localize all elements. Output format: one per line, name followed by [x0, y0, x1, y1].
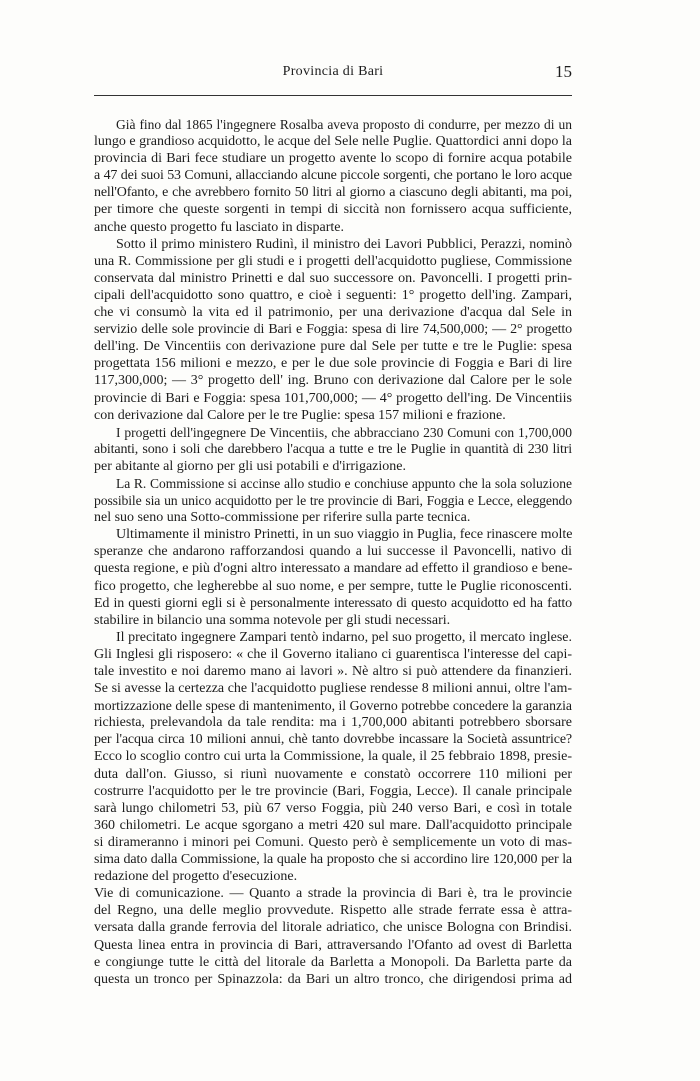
text-line: sarà lungo chilometri 53, più 67 verso Foggia, più 240 verso Bari, e così in totale [94, 800, 572, 816]
text-line: 360 chilometri. Le acque sgorgano a metri 420 sul mare. Dall'acquidotto principale [94, 817, 572, 833]
text-line: nel suo seno una Sotto-commissione per riferire sulla parte tecnica. [94, 510, 471, 526]
text-line: nell'Ofanto, e che avrebbero fornito 50 litri al giorno a ciascuno degli abitanti, ma poi, [94, 185, 572, 201]
text-line: speranze che andarono rafforzandosi quando a lui successe il Pavoncelli, nativo di [94, 544, 572, 560]
text-line: che vi consumò la vita ed il patrimonio, per una derivazione d'acqua dal Sele in [94, 305, 572, 321]
text-line: Sotto il primo ministero Rudinì, il ministro dei Lavori Pubblici, Perazzi, nominò [116, 236, 572, 252]
text-line: mortizzazione delle spese di mantenimento, il Governo potrebbe concedere la garanzia [94, 698, 572, 714]
text-line: Gli Inglesi gli risposero: « che il Governo italiano ci guarentisca l'interesse del capi- [94, 646, 572, 662]
text-line: tale investito e noi daremo mano ai lavori ». Nè altro si può attendere da finanzieri. [94, 664, 572, 679]
text-line: anche questo progetto fu lasciato in disparte. [94, 219, 344, 235]
page-number: 15 [555, 62, 572, 81]
text-line: servizio delle sole provincie di Bari e Foggia: spesa di lire 74,500,000; — 2° progetto [94, 322, 572, 338]
text-line: dell'ing. De Vincentiis con derivazione pure dal Sele per tutte e tre le Puglie: spesa [94, 339, 572, 355]
text-line: Ecco lo scoglio contro cui urta la Commissione, la quale, il 25 febbraio 1898, presie- [94, 749, 572, 765]
text-line: Ultimamente il ministro Prinetti, in un suo viaggio in Puglia, fece rinascere molte [116, 527, 572, 543]
text-line: a 47 dei suoi 53 Comuni, allacciando alcune piccole sorgenti, che portano le loro acque [94, 168, 572, 184]
text-line: Il precitato ingegnere Zampari tentò indarno, pel suo progetto, il mercato inglese. [116, 629, 572, 645]
text-line: costrurre l'acquidotto per le tre provincie (Bari, Foggia, Lecce). Il canale principale [94, 783, 572, 799]
text-line: e congiunge tutte le città del litorale da Barletta a Monopoli. Da Barletta parte da [94, 954, 572, 970]
text-line: richiesta, prelevandola da tale rendita: ma i 1,700,000 abitanti potrebbero sborsare [94, 715, 572, 731]
text-line: una R. Commissione per gli studi e i progetti dell'acquidotto pugliese, Commissione [94, 253, 572, 269]
text-line: possibile sia un unico acquidotto per le tre provincie di Bari, Foggia e Lecce, eleggendo [94, 493, 572, 509]
text-line: con derivazione dal Calore per le tre Puglie: spesa 157 milioni e frazione. [94, 407, 506, 423]
text-line: lungo e grandioso acquidotto, le acque del Sele nelle Puglie. Quattordici anni dopo la [94, 134, 572, 150]
text-line: duta dall'on. Giusso, si riunì nuovamente e constatò occorrere 110 milioni per [94, 766, 572, 782]
text-line: questa regione, e più d'ogni altro interessato a mandare ad effetto il grandioso e bene- [94, 561, 572, 577]
text-line: Ed in questi giorni egli si è personalmente interessato di questo acquidotto ed ha fatto [94, 595, 572, 611]
text-line: Già fino dal 1865 l'ingegnere Rosalba aveva proposto di condurre, per mezzo di un [116, 117, 572, 132]
text-line: progettata 156 milioni e mezzo, e per le due sole provincie di Foggia e Bari di lire [94, 356, 572, 372]
text-line: conservata dal ministro Prinetti e dal suo successore on. Pavoncelli. I progetti prin- [94, 270, 572, 286]
text-line: 117,300,000; — 3° progetto dell' ing. Bruno con derivazione dal Calore per le sole [94, 373, 572, 389]
text-line: Questa linea entra in provincia di Bari, attraversando l'Ofanto ad ovest di Barletta [94, 937, 572, 953]
text-line: versata dalla grande ferrovia del litorale adriatico, che unisce Bologna con Brindisi. [94, 920, 572, 936]
text-line: questa un tronco per Spinazzola: da Bari un altro tronco, che dirigendosi prima ad [94, 971, 572, 987]
text-line: provincia di Bari fece studiare un progetto avente lo scopo di fornire acqua potabile [94, 151, 572, 167]
text-line: per l'acqua circa 10 milioni annui, chè tanto dovrebbe incassare la Società assuntrice? [94, 732, 572, 748]
running-title: Provincia di Bari [282, 64, 384, 79]
text-line: Se si avesse la certezza che l'acquidotto pugliese rendesse 8 milioni annui, oltre l'am- [94, 681, 572, 697]
page-header [94, 62, 572, 86]
text-line: Vie di comunicazione. — Quanto a strade la provincia di Bari è, tra le provincie [94, 886, 572, 902]
body-text [94, 116, 572, 988]
text-line: cipali dell'acquidotto sono quattro, e cioè i seguenti: 1° progetto dell'ing. Zampari, [94, 287, 572, 303]
text-line: stabilire in bilancio una somma notevole per gli studi necessari. [94, 612, 451, 628]
text-line: provincie di Bari e Foggia: spesa 101,700,000; — 4° progetto dell'ing. De Vincentiis [94, 390, 572, 406]
text-line: sima dato dalla Commissione, la quale ha proposto che si accordino lire 120,000 per la [94, 852, 572, 868]
text-line: si dirameranno i minori pei Comuni. Questo però è semplicemente un voto di mas- [94, 834, 572, 850]
text-line: abitanti, sono i soli che darebbero l'acqua a tutte e tre le Puglie in quantità di 230 litri [94, 441, 572, 457]
text-line: del Regno, una delle meglio provvedute. Rispetto alle strade ferrate essa è attra- [94, 903, 572, 919]
text-line: redazione del progetto d'esecuzione. [94, 869, 298, 885]
text-line: per timore che queste sorgenti in tempi di siccità non fornissero acqua sufficiente, [94, 202, 572, 218]
text-line: La R. Commissione si accinse allo studio e conchiuse appunto che la sola soluzione [116, 475, 572, 491]
text-line: per abitante al giorno per gli usi potabili e d'irrigazione. [94, 458, 406, 474]
header-rule [94, 95, 572, 96]
text-line: fico progetto, che legherebbe al suo nome, e per sempre, tutte le Puglie riconoscenti. [94, 578, 572, 594]
text-line: I progetti dell'ingegnere De Vincentiis, che abbracciano 230 Comuni con 1,700,000 [116, 424, 572, 440]
